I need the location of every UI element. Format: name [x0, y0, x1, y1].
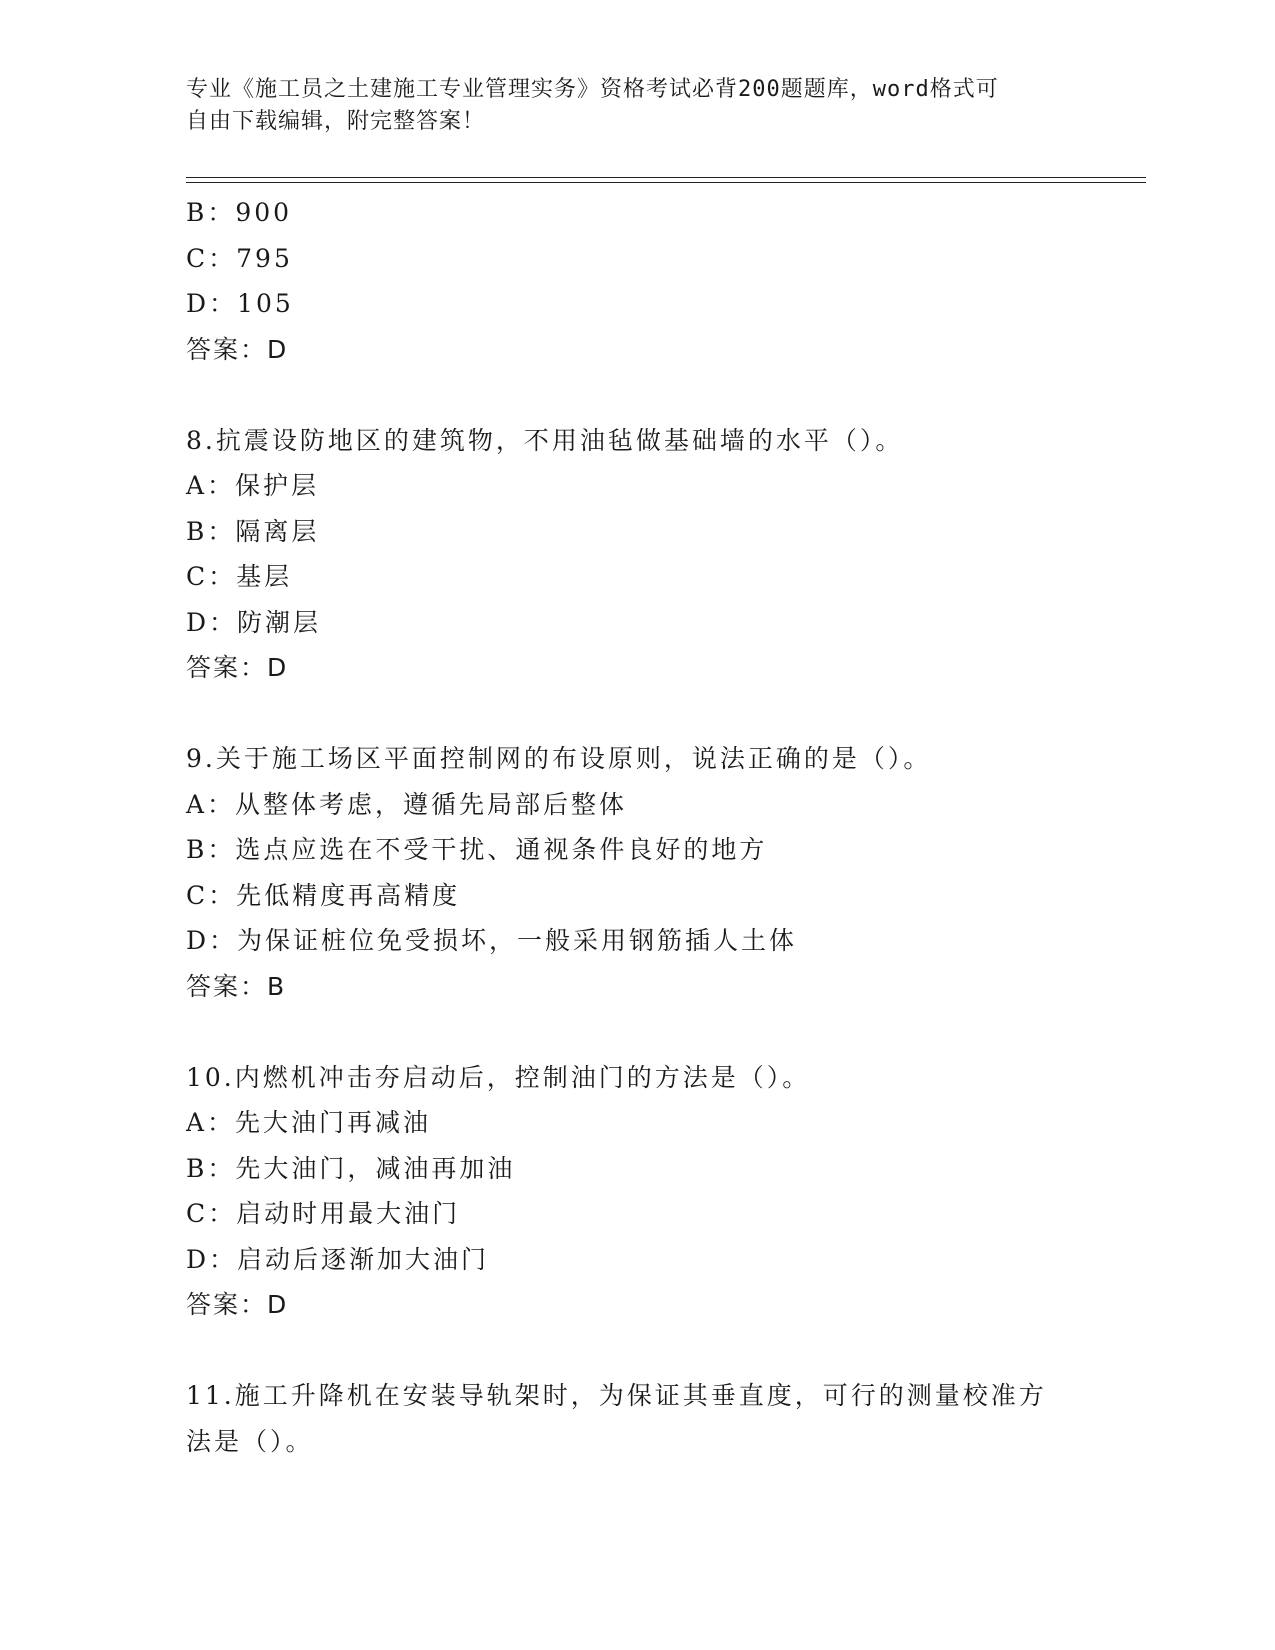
option-a: A：保护层 [186, 471, 320, 500]
question-stem-line-2: 法是（）。 [186, 1426, 314, 1456]
question-11 [186, 1373, 1086, 1464]
option-c: C：先低精度再高精度 [186, 880, 461, 910]
option-c: C：启动时用最大油门 [186, 1199, 461, 1228]
option-d: D：105 [186, 289, 294, 318]
header-line-1: 专业《施工员之土建施工专业管理实务》资格考试必背200题题库，word格式可 [186, 77, 999, 102]
question-stem: 9.关于施工场区平面控制网的布设原则，说法正确的是（）。 [186, 744, 932, 773]
option-a: A：先大油门再减油 [186, 1108, 432, 1137]
question-stem: 10.内燃机冲击夯启动后，控制油门的方法是（）。 [186, 1062, 811, 1092]
prev-question-block [186, 190, 1086, 372]
spacer [186, 1009, 1086, 1055]
spacer [186, 372, 1086, 418]
option-d: D：为保证桩位免受损坏，一般采用钢筋插人土体 [186, 926, 798, 955]
option-d: D：防潮层 [186, 607, 322, 637]
question-stem-line-1: 11.施工升降机在安装导轨架时，为保证其垂直度，可行的测量校准方 [186, 1381, 1047, 1410]
option-b: B：隔离层 [186, 516, 320, 546]
option-a: A：从整体考虑，遵循先局部后整体 [186, 789, 628, 819]
question-10 [186, 1055, 1086, 1328]
question-9 [186, 736, 1086, 1009]
question-stem: 8.抗震设防地区的建筑物，不用油毡做基础墙的水平（）。 [186, 425, 904, 455]
answer-line: 答案：D [186, 1290, 289, 1319]
spacer [186, 691, 1086, 737]
header-divider-bottom [186, 182, 1146, 183]
option-c: C：795 [186, 243, 293, 273]
question-8 [186, 418, 1086, 691]
header-divider-top [186, 177, 1146, 178]
question-list [186, 190, 1086, 1464]
answer-line: 答案：B [186, 971, 287, 1001]
spacer [186, 1328, 1086, 1374]
answer-line: 答案：D [186, 334, 289, 364]
header-line-2: 自由下载编辑，附完整答案！ [186, 109, 486, 134]
option-b: B：先大油门，减油再加油 [186, 1153, 516, 1183]
option-b: B：选点应选在不受干扰、通视条件良好的地方 [186, 835, 768, 864]
document-header [186, 74, 1066, 138]
option-b: B：900 [186, 198, 293, 227]
option-c: C：基层 [186, 562, 293, 591]
answer-line: 答案：D [186, 653, 289, 682]
option-d: D：启动后逐渐加大油门 [186, 1244, 490, 1274]
